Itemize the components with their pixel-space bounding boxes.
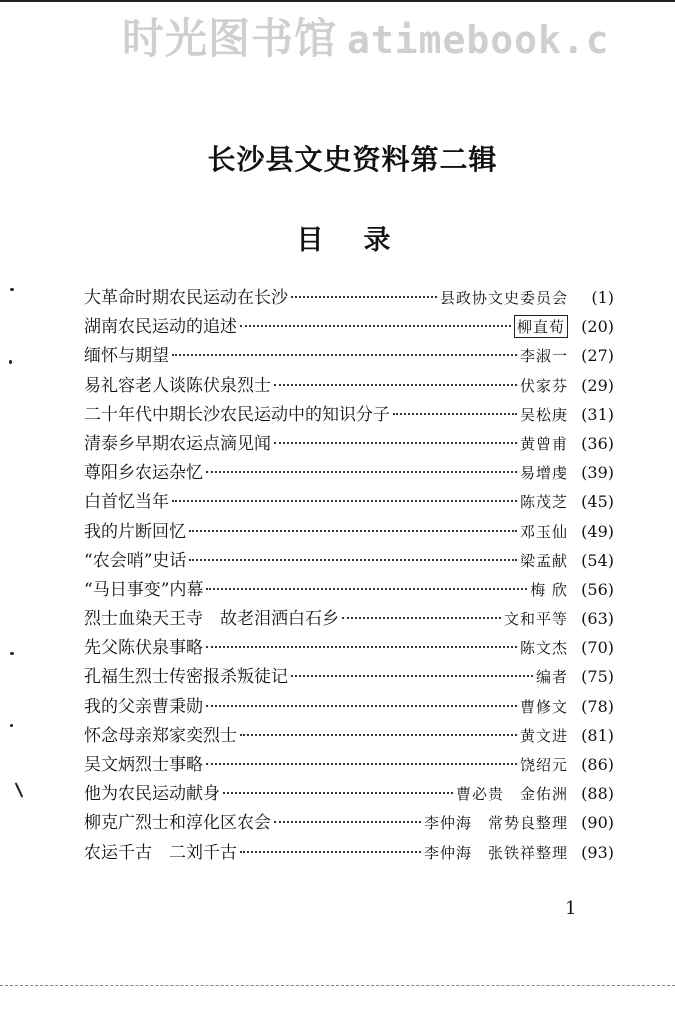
toc-leader-dots — [240, 325, 511, 327]
table-of-contents — [84, 283, 614, 867]
toc-entry — [84, 400, 614, 429]
toc-leader-dots — [172, 354, 517, 356]
toc-leader-dots — [206, 646, 517, 648]
toc-entry — [84, 517, 614, 546]
toc-entry-page: (75) — [581, 667, 614, 687]
toc-entry — [84, 808, 614, 837]
toc-entry-page: (36) — [581, 433, 614, 453]
toc-entry-author: 编者 — [535, 668, 568, 687]
toc-entry-title: 尊阳乡农运杂忆 — [84, 463, 203, 484]
toc-leader-dots — [240, 851, 421, 853]
toc-entry — [84, 692, 614, 721]
toc-entry-page: (20) — [581, 317, 614, 337]
toc-entry-title: 湖南农民运动的追述 — [84, 317, 237, 338]
watermark — [122, 6, 610, 66]
toc-entry — [84, 779, 614, 808]
toc-entry — [84, 487, 614, 516]
toc-leader-dots — [206, 588, 527, 590]
toc-entry-title: 大革命时期农民运动在长沙 — [84, 288, 288, 308]
toc-entry-author: 易增虔 — [519, 464, 568, 483]
toc-leader-dots — [206, 471, 517, 473]
toc-leader-dots — [393, 413, 517, 415]
toc-leader-dots — [206, 705, 517, 707]
toc-entry-author: 梅 欣 — [530, 580, 568, 599]
toc-heading: 目录 — [296, 225, 431, 256]
toc-entry-title: “农会哨”史话 — [84, 550, 187, 571]
toc-entry-title: 白首忆当年 — [84, 492, 169, 513]
toc-leader-dots — [274, 384, 517, 386]
toc-entry-page: (86) — [581, 755, 614, 774]
toc-entry-title: 清泰乡早期农运点滴见闻 — [84, 433, 271, 454]
toc-entry — [84, 546, 614, 575]
toc-entry-title: 柳克广烈士和淳化区农会 — [84, 813, 271, 834]
toc-entry-page: (88) — [581, 784, 614, 804]
top-border-line — [0, 0, 675, 2]
toc-leader-dots — [223, 792, 453, 794]
toc-leader-dots — [291, 675, 533, 677]
toc-entry — [84, 371, 614, 400]
toc-entry-page: (90) — [581, 813, 614, 833]
watermark-chinese: 时光图书馆 — [122, 14, 338, 63]
toc-entry-title: 我的片断回忆 — [84, 521, 186, 542]
toc-entry-author: 伏家芬 — [519, 376, 568, 395]
toc-entry-page: (29) — [581, 375, 614, 395]
toc-entry-author: 柳直荀 — [514, 315, 568, 338]
toc-entry-title: 吴文炳烈士事略 — [84, 755, 203, 775]
toc-entry-title: 二十年代中期长沙农民运动中的知识分子 — [84, 404, 390, 425]
scan-speck — [15, 782, 24, 797]
scan-speck — [10, 652, 14, 655]
toc-entry-page: (81) — [581, 725, 614, 745]
toc-entry-title: 先父陈伏泉事略 — [84, 638, 203, 659]
page-number: 1 — [565, 898, 577, 919]
toc-entry-page: (1) — [591, 288, 614, 307]
toc-entry — [84, 312, 614, 341]
toc-leader-dots — [189, 559, 517, 561]
toc-entry — [84, 604, 614, 633]
toc-entry-page: (78) — [581, 696, 614, 716]
scan-speck — [10, 724, 13, 727]
toc-entry-author: 吴松庚 — [519, 405, 568, 424]
toc-entry-page: (56) — [581, 579, 614, 599]
toc-entry-author: 梁孟献 — [519, 551, 568, 570]
toc-entry-author: 邓玉仙 — [519, 522, 568, 541]
toc-entry-page: (93) — [581, 842, 614, 862]
toc-entry — [84, 283, 614, 312]
toc-entry-title: 他为农民运动献身 — [84, 784, 220, 805]
scan-speck — [10, 288, 14, 291]
toc-entry-author: 曹必贵 金佑洲 — [455, 785, 568, 804]
toc-entry — [84, 458, 614, 487]
toc-entry — [84, 575, 614, 604]
toc-entry-title: “马日事变”内幕 — [84, 579, 204, 600]
toc-entry-page: (45) — [581, 492, 614, 512]
toc-entry — [84, 721, 614, 750]
toc-entry-page: (49) — [581, 521, 614, 541]
toc-entry-author: 黄文进 — [519, 726, 568, 745]
toc-leader-dots — [240, 734, 517, 736]
toc-entry-title: 缅怀与期望 — [84, 346, 169, 367]
toc-entry-author: 县政协文史委员会 — [439, 289, 568, 307]
toc-entry-author: 李淑一 — [519, 347, 568, 366]
toc-entry-author: 饶绍元 — [519, 756, 568, 774]
toc-entry-author: 李仲海 张铁祥整理 — [423, 843, 568, 862]
toc-entry-title: 怀念母亲郑家奕烈士 — [84, 725, 237, 746]
scan-speck — [9, 360, 12, 364]
toc-entry — [84, 838, 614, 867]
toc-entry-title: 易礼容老人谈陈伏泉烈士 — [84, 375, 271, 396]
toc-entry-page: (39) — [581, 463, 614, 483]
toc-entry-author: 文和平等 — [503, 610, 568, 629]
toc-leader-dots — [206, 763, 517, 765]
toc-leader-dots — [172, 500, 517, 502]
toc-leader-dots — [189, 530, 517, 532]
toc-entry-page: (70) — [581, 638, 614, 658]
toc-entry — [84, 341, 614, 370]
toc-entry-title: 孔福生烈士传密报杀叛徒记 — [84, 667, 288, 688]
toc-entry — [84, 633, 614, 662]
toc-entry-author: 陈文杰 — [519, 639, 568, 658]
toc-entry-page: (63) — [581, 609, 614, 629]
watermark-latin: atimebook.c — [347, 18, 610, 62]
bottom-scan-line — [0, 985, 675, 986]
toc-entry-title: 农运千古 二刘千古 — [84, 842, 237, 863]
toc-entry-author: 李仲海 常势良整理 — [423, 814, 568, 833]
toc-leader-dots — [342, 617, 501, 619]
toc-leader-dots — [274, 821, 421, 823]
toc-entry — [84, 429, 614, 458]
toc-entry-author: 曹修文 — [519, 697, 568, 716]
toc-leader-dots — [291, 296, 437, 298]
toc-entry-title: 我的父亲曹秉勋 — [84, 696, 203, 717]
book-title: 长沙县文史资料第二辑 — [207, 143, 498, 176]
toc-entry — [84, 662, 614, 691]
toc-entry — [84, 750, 614, 779]
toc-leader-dots — [274, 442, 517, 444]
toc-entry-title: 烈士血染天王寺 故老泪洒白石乡 — [84, 609, 339, 630]
toc-entry-author: 陈茂芝 — [519, 493, 568, 512]
toc-entry-page: (31) — [581, 404, 614, 424]
toc-entry-page: (27) — [581, 346, 614, 366]
toc-entry-page: (54) — [581, 550, 614, 570]
toc-entry-author: 黄曾甫 — [519, 434, 568, 453]
